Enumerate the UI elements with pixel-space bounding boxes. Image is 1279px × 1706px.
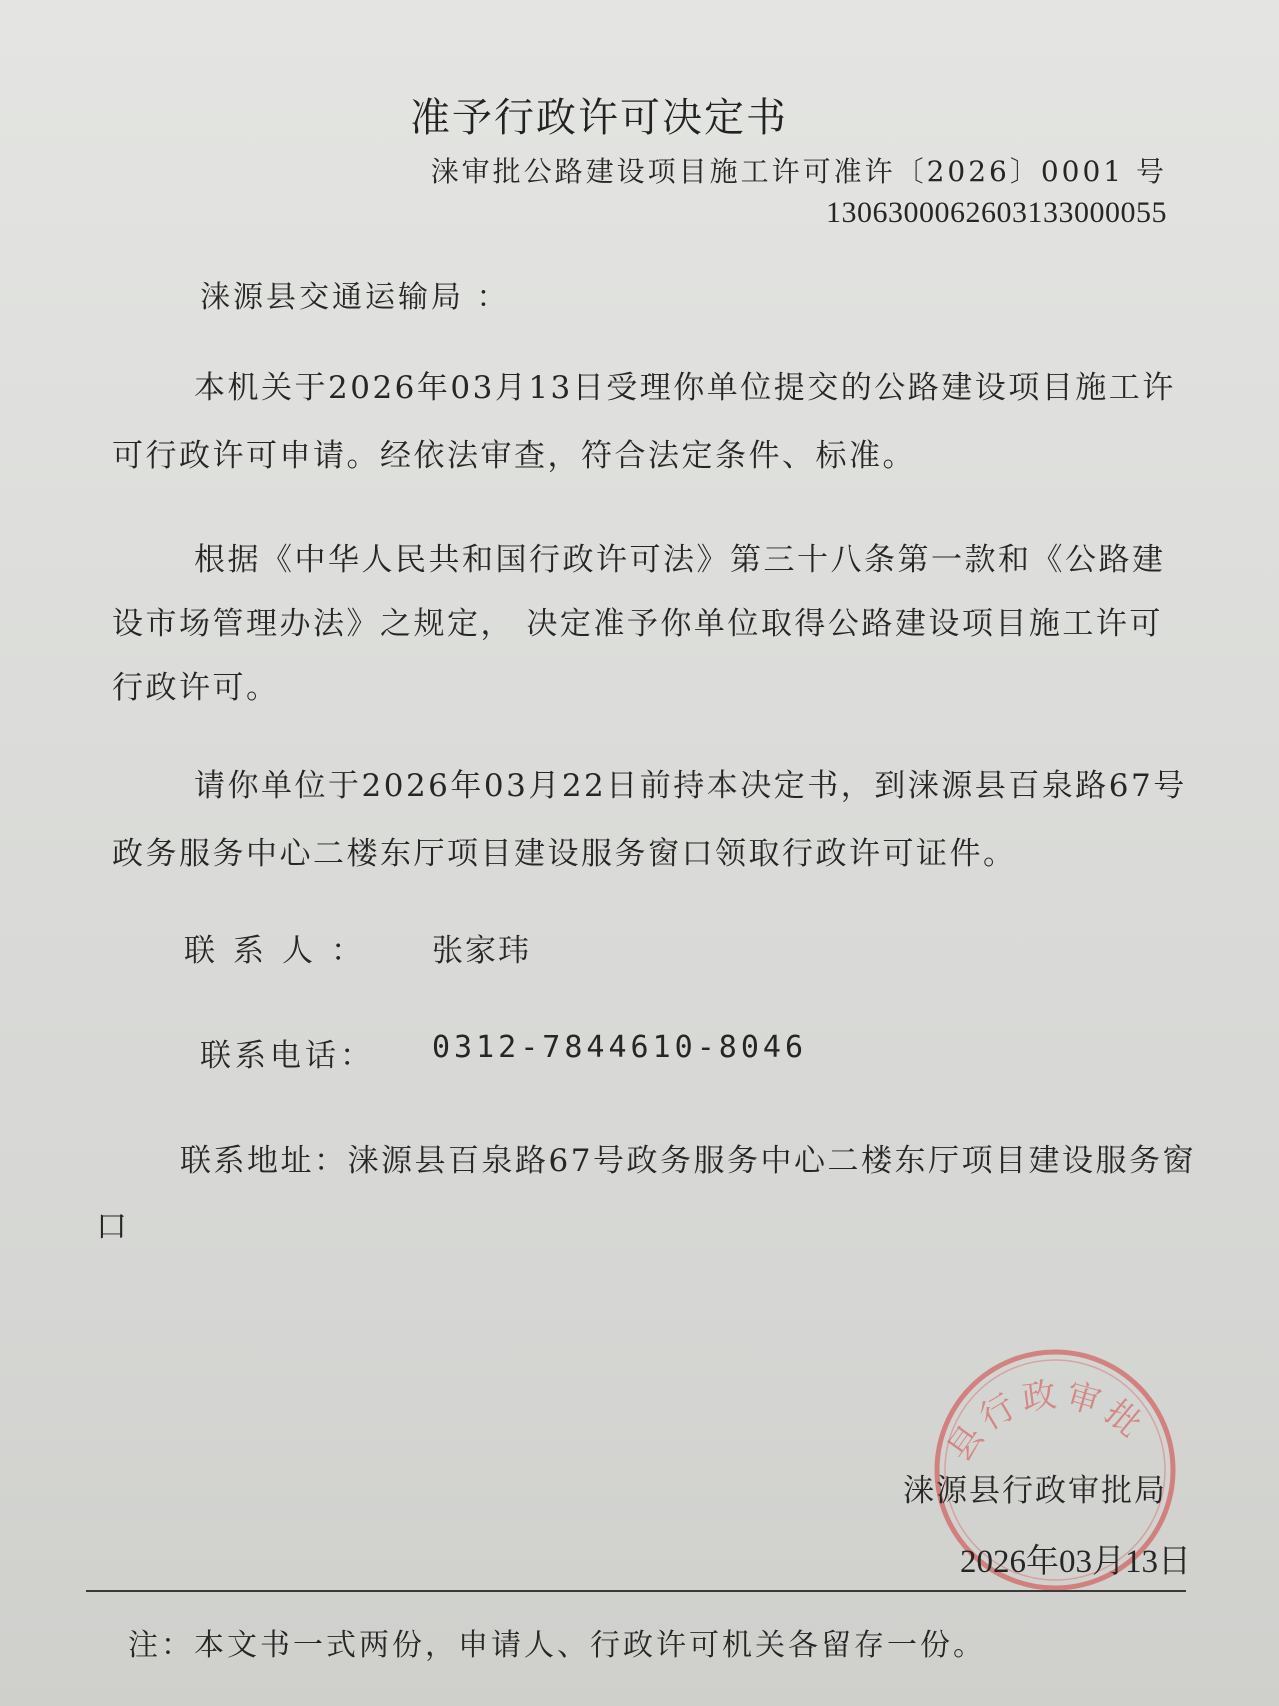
document-title: 准予行政许可决定书: [410, 95, 788, 141]
phone-label: 联系电话：: [200, 1038, 375, 1074]
serial-number: 1306300062603133000055: [826, 196, 1167, 229]
paragraph-acceptance: 本机关于2026年03月13日受理你单位提交的公路建设项目施工许可行政许可申请。经依法审查，符合法定条件、标准。: [112, 370, 1176, 474]
recipient: 涞源县交通运输局 ：: [200, 280, 510, 315]
paragraph-legal-basis: 根据《中华人民共和国行政许可法》第三十八条第一款和《公路建设市场管理办法》之规定， 决定准予你单位取得公路建设项目施工许可行政许可。: [112, 542, 1166, 706]
paragraph-collection: 请你单位于2026年03月22日前持本决定书，到涞源县百泉路67号政务服务中心二楼东厅项目建设服务窗口领取行政许可证件。: [112, 768, 1187, 872]
contact-address: 联系地址：涞源县百泉路67号政务服务中心二楼东厅项目建设服务窗口: [96, 1143, 1196, 1245]
document-number: 涞审批公路建设项目施工许可准许〔2026〕0001 号: [430, 155, 1167, 188]
footnote: 注：本文书一式两份，申请人、行政许可机关各留存一份。: [128, 1628, 986, 1663]
divider-line: [86, 1590, 1186, 1592]
issue-date: 2026年03月13日: [960, 1544, 1191, 1580]
phone-number: 0312-7844610-8046: [432, 1030, 808, 1065]
issuing-authority: 涞源县行政审批局: [903, 1473, 1167, 1509]
seal-text: 县行政审批: [939, 1374, 1154, 1469]
contact-person: 张家玮: [432, 933, 531, 969]
contact-person-label: 联系人：: [184, 933, 380, 969]
